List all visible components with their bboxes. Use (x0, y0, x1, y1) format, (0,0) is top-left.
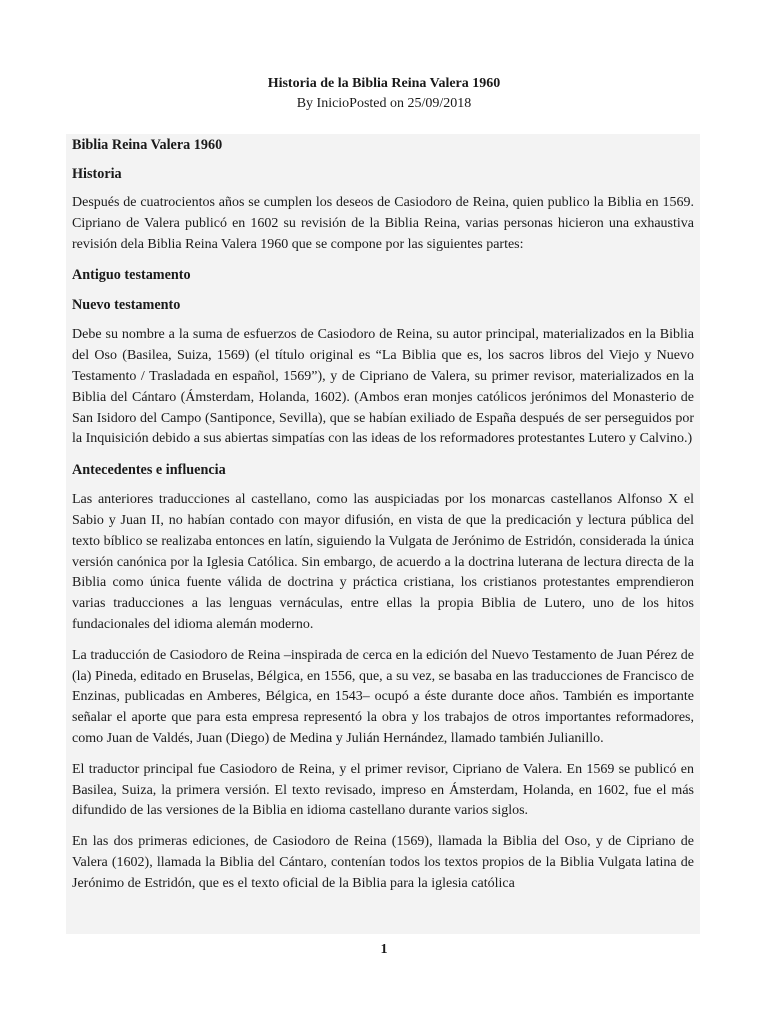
document-header (0, 74, 768, 114)
page-number: 1 (380, 942, 388, 957)
paragraph-name-origin: Debe su nombre a la suma de esfuerzos de Casiodoro de Reina, su autor principal, materializados en la Biblia del Oso (Basilea, Suiza, 1569) (el título original es “La Biblia que es, los sacros libros del Viejo y Nuevo Testamento / Trasladada en español, 1569”), y de Cipriano de Valera, su primer revisor, materializados en la Biblia del Cántaro (Ámsterdam, Holanda, 1602). (Ambos eran monjes católicos jerónimos del Monasterio de San Isidoro del Campo (Santiponce, Sevilla), que se habían exiliado de España después de ser perseguidos por la Inquisición debido a sus abiertas simpatías con las ideas de los reformadores protestantes Lutero y Calvino.) (72, 327, 694, 447)
paragraph-reina-translation: La traducción de Casiodoro de Reina –inspirada de cerca en la edición del Nuevo Testamento de Juan Pérez de (la) Pineda, editado en Bruselas, Bélgica, en 1556, que, a su vez, se basaba en las traducciones de Francisco de Enzinas, publicadas en Amberes, Bélgica, en 1543– ocupó a éste durante doce años. También es importante señalar el aporte que para esta empresa representó la obra y los trabajos de otros importantes reformadores, como Juan de Valdés, Juan (Diego) de Medina y Julián Hernández, llamado también Julianillo. (72, 647, 694, 746)
section-heading-background: Antecedentes e influencia (72, 462, 226, 479)
section-heading-new-testament: Nuevo testamento (72, 297, 181, 314)
article-body (66, 134, 700, 934)
byline: By InicioPosted on 25/09/2018 (296, 96, 472, 111)
paragraph-intro: Después de cuatrocientos años se cumplen los deseos de Casiodoro de Reina, quien publico la Biblia en 1569. Cipriano de Valera publicó en 1602 su revisión de la Biblia Reina, varias personas hicieron una exhaustiva revisión dela Biblia Reina Valera 1960 que se compone por las siguientes partes: (72, 195, 694, 252)
section-heading-bible: Biblia Reina Valera 1960 (72, 137, 223, 153)
section-heading-old-testament: Antiguo testamento (72, 267, 191, 284)
section-heading-history: Historia (72, 166, 122, 182)
paragraph-first-editions: En las dos primeras ediciones, de Casiodoro de Reina (1569), llamada la Biblia del Oso, y de Cipriano de Valera (1602), llamada la Biblia del Cántaro, contenían todos los textos propios de la Biblia Vulgata latina de Jerónimo de Estridón, que es el texto oficial de la Biblia para la iglesia católica (72, 834, 694, 891)
page-title: Historia de la Biblia Reina Valera 1960 (267, 76, 501, 91)
paragraph-previous-translations: Las anteriores traducciones al castellano, como las auspiciadas por los monarcas castellanos Alfonso X el Sabio y Juan II, no habían contado con mayor difusión, en vista de que la predicación y lectura pública del texto bíblico se realizaba entonces en latín, siguiendo la Vulgata de Jerónimo de Estridón, considerada la única versión canónica por la Iglesia Católica. Sin embargo, de acuerdo a la doctrina luterana de lectura directa de la Biblia como única fuente válida de doctrina y práctica cristiana, los cristianos protestantes emprendieron varias traducciones a las lenguas vernáculas, entre ellas la propia Biblia de Lutero, uno de los hitos fundacionales del idioma alemán moderno. (72, 492, 694, 632)
paragraph-translators: El traductor principal fue Casiodoro de Reina, y el primer revisor, Cipriano de Valera. En 1569 se publicó en Basilea, Suiza, la primera versión. El texto revisado, impreso en Ámsterdam, Holanda, en 1602, fue el más difundido de las versiones de la Biblia en idioma castellano durante varios siglos. (72, 761, 694, 819)
